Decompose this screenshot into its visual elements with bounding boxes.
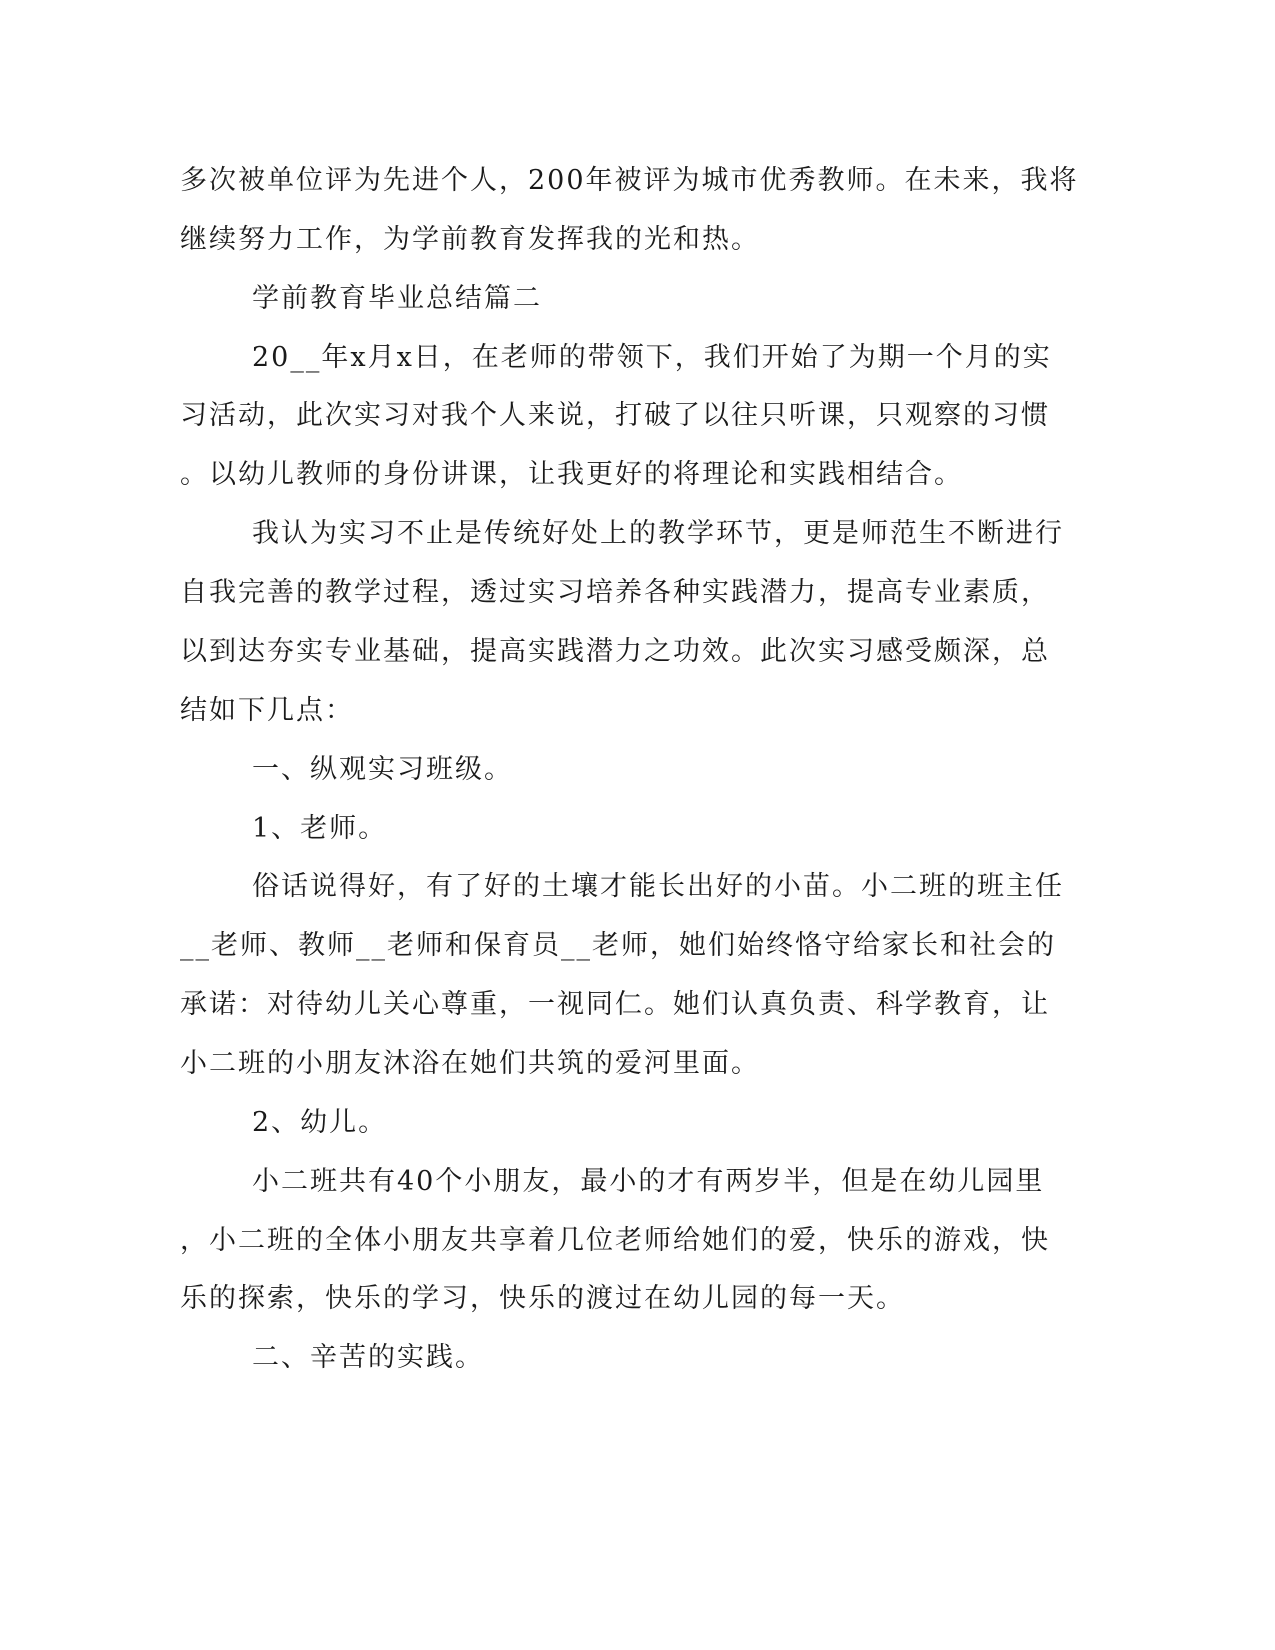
- text-line: 小二班共有40个小朋友，最小的才有两岁半，但是在幼儿园里: [252, 1166, 1045, 1197]
- text-line: 以到达夯实专业基础，提高实践潜力之功效。此次实习感受颇深，总: [180, 636, 1050, 667]
- text-line: 。以幼儿教师的身份讲课，让我更好的将理论和实践相结合。: [180, 459, 963, 490]
- text-line: 结如下几点：: [180, 695, 354, 726]
- text-line: 1、老师。: [252, 813, 388, 844]
- text-line: ，小二班的全体小朋友共享着几位老师给她们的爱，快乐的游戏，快: [180, 1225, 1050, 1256]
- text-line: 小二班的小朋友沐浴在她们共筑的爱河里面。: [180, 1048, 760, 1079]
- text-line: 20__年x月x日，在老师的带领下，我们开始了为期一个月的实: [252, 342, 1052, 373]
- text-line: 俗话说得好，有了好的土壤才能长出好的小苗。小二班的班主任: [252, 871, 1064, 902]
- text-line: 承诺：对待幼儿关心尊重，一视同仁。她们认真负责、科学教育，让: [180, 989, 1050, 1020]
- text-line: __老师、教师__老师和保育员__老师，她们始终恪守给家长和社会的: [180, 930, 1056, 961]
- text-line: 自我完善的教学过程，透过实习培养各种实践潜力，提高专业素质，: [180, 577, 1050, 608]
- text-line: 继续努力工作，为学前教育发挥我的光和热。: [180, 224, 760, 255]
- text-line: 二、辛苦的实践。: [252, 1342, 484, 1373]
- text-line: 我认为实习不止是传统好处上的教学环节，更是师范生不断进行: [252, 518, 1064, 549]
- text-line: 习活动，此次实习对我个人来说，打破了以往只听课，只观察的习惯: [180, 400, 1050, 431]
- section-heading: 学前教育毕业总结篇二: [252, 283, 542, 314]
- text-line: 2、幼儿。: [252, 1107, 388, 1138]
- text-line: 乐的探索，快乐的学习，快乐的渡过在幼儿园的每一天。: [180, 1283, 905, 1314]
- text-line: 多次被单位评为先进个人，200年被评为城市优秀教师。在未来，我将: [180, 165, 1079, 196]
- text-line: 一、纵观实习班级。: [252, 754, 513, 785]
